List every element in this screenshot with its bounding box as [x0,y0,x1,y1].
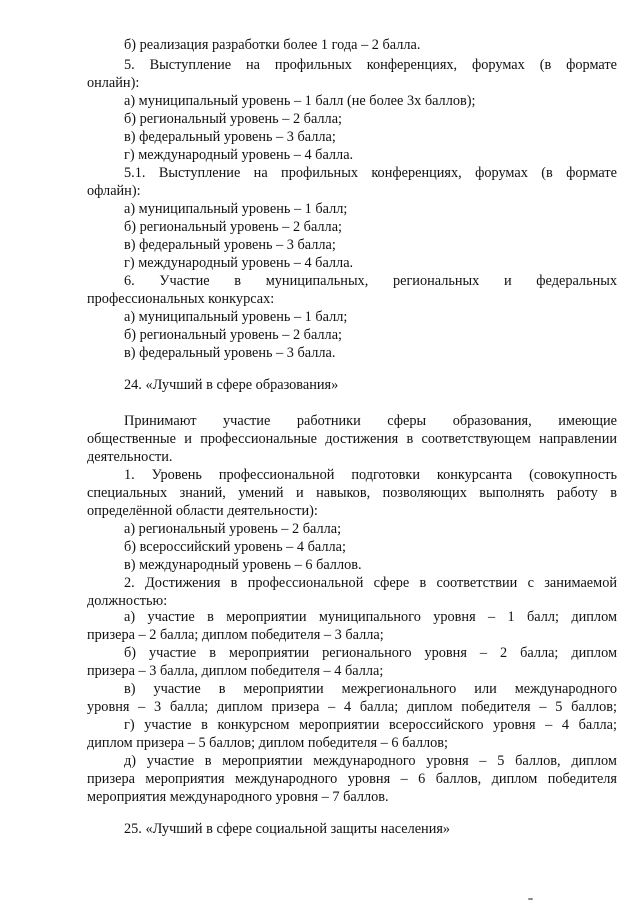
text-line: б) региональный уровень – 2 балла; [124,219,343,235]
text-line: мероприятия международного уровня – 7 баллов. [87,789,389,805]
text-line: в) федеральный уровень – 3 балла. [124,345,336,361]
text-line: онлайн): [87,75,140,91]
text-line: в) федеральный уровень – 3 балла; [124,237,336,253]
text-line: б) реализация разработки более 1 года – 2 балла. [124,37,421,53]
text-line: в) федеральный уровень – 3 балла; [124,129,336,145]
text-line: а) муниципальный уровень – 1 балл (не более 3х баллов); [124,93,476,109]
text-line: призера – 2 балла; диплом победителя – 3 балла; [87,627,384,643]
text-line: деятельности. [87,449,173,465]
text-line: диплом призера – 5 баллов; диплом победителя – 6 баллов; [87,735,449,751]
text-line: призера – 3 балла, диплом победителя – 4 балла; [87,663,384,679]
scan-mark [528,898,533,900]
text-line: б) участие в мероприятии регионального уровня – 2 балла; диплом [124,645,617,661]
text-line: Принимают участие работники сферы образования, имеющие [124,413,617,429]
text-line: 5. Выступление на профильных конференциях, форумах (в формате [124,57,617,73]
text-line: офлайн): [87,183,141,199]
text-line: уровня – 3 балла; диплом призера – 4 балла; диплом победителя – 5 баллов; [87,699,617,715]
text-line: профессиональных конкурсах: [87,291,275,307]
text-line: должностью: [87,593,168,609]
text-line: 2. Достижения в профессиональной сфере в соответствии с занимаемой [124,575,617,591]
text-line: а) региональный уровень – 2 балла; [124,521,342,537]
text-line: специальных знаний, умений и навыков, позволяющих выполнять работу в [87,485,617,501]
text-line: призера мероприятия международного уровня – 6 баллов, диплом победителя [87,771,617,787]
text-line: б) всероссийский уровень – 4 балла; [124,539,346,555]
text-line: г) участие в конкурсном мероприятии всероссийского уровня – 4 балла; [124,717,617,733]
text-line: а) муниципальный уровень – 1 балл; [124,201,348,217]
text-line: 1. Уровень профессиональной подготовки конкурсанта (совокупность [124,467,617,483]
text-line: в) участие в мероприятии межрегионального или международного [124,681,617,697]
text-line: 5.1. Выступление на профильных конференциях, форумах (в формате [124,165,617,181]
text-line: 6. Участие в муниципальных, региональных и федеральных [124,273,617,289]
section-heading: 24. «Лучший в сфере образования» [124,377,339,393]
text-line: в) международный уровень – 6 баллов. [124,557,362,573]
text-line: г) международный уровень – 4 балла. [124,147,354,163]
text-line: б) региональный уровень – 2 балла; [124,111,343,127]
text-line: а) муниципальный уровень – 1 балл; [124,309,348,325]
section-heading: 25. «Лучший в сфере социальной защиты населения» [124,821,451,837]
text-line: общественные и профессиональные достижения в соответствующем направлении [87,431,617,447]
text-line: г) международный уровень – 4 балла. [124,255,354,271]
text-line: б) региональный уровень – 2 балла; [124,327,343,343]
text-line: определённой области деятельности): [87,503,318,519]
text-line: а) участие в мероприятии муниципального уровня – 1 балл; диплом [124,609,617,625]
text-line: д) участие в мероприятии международного уровня – 5 баллов, диплом [124,753,617,769]
